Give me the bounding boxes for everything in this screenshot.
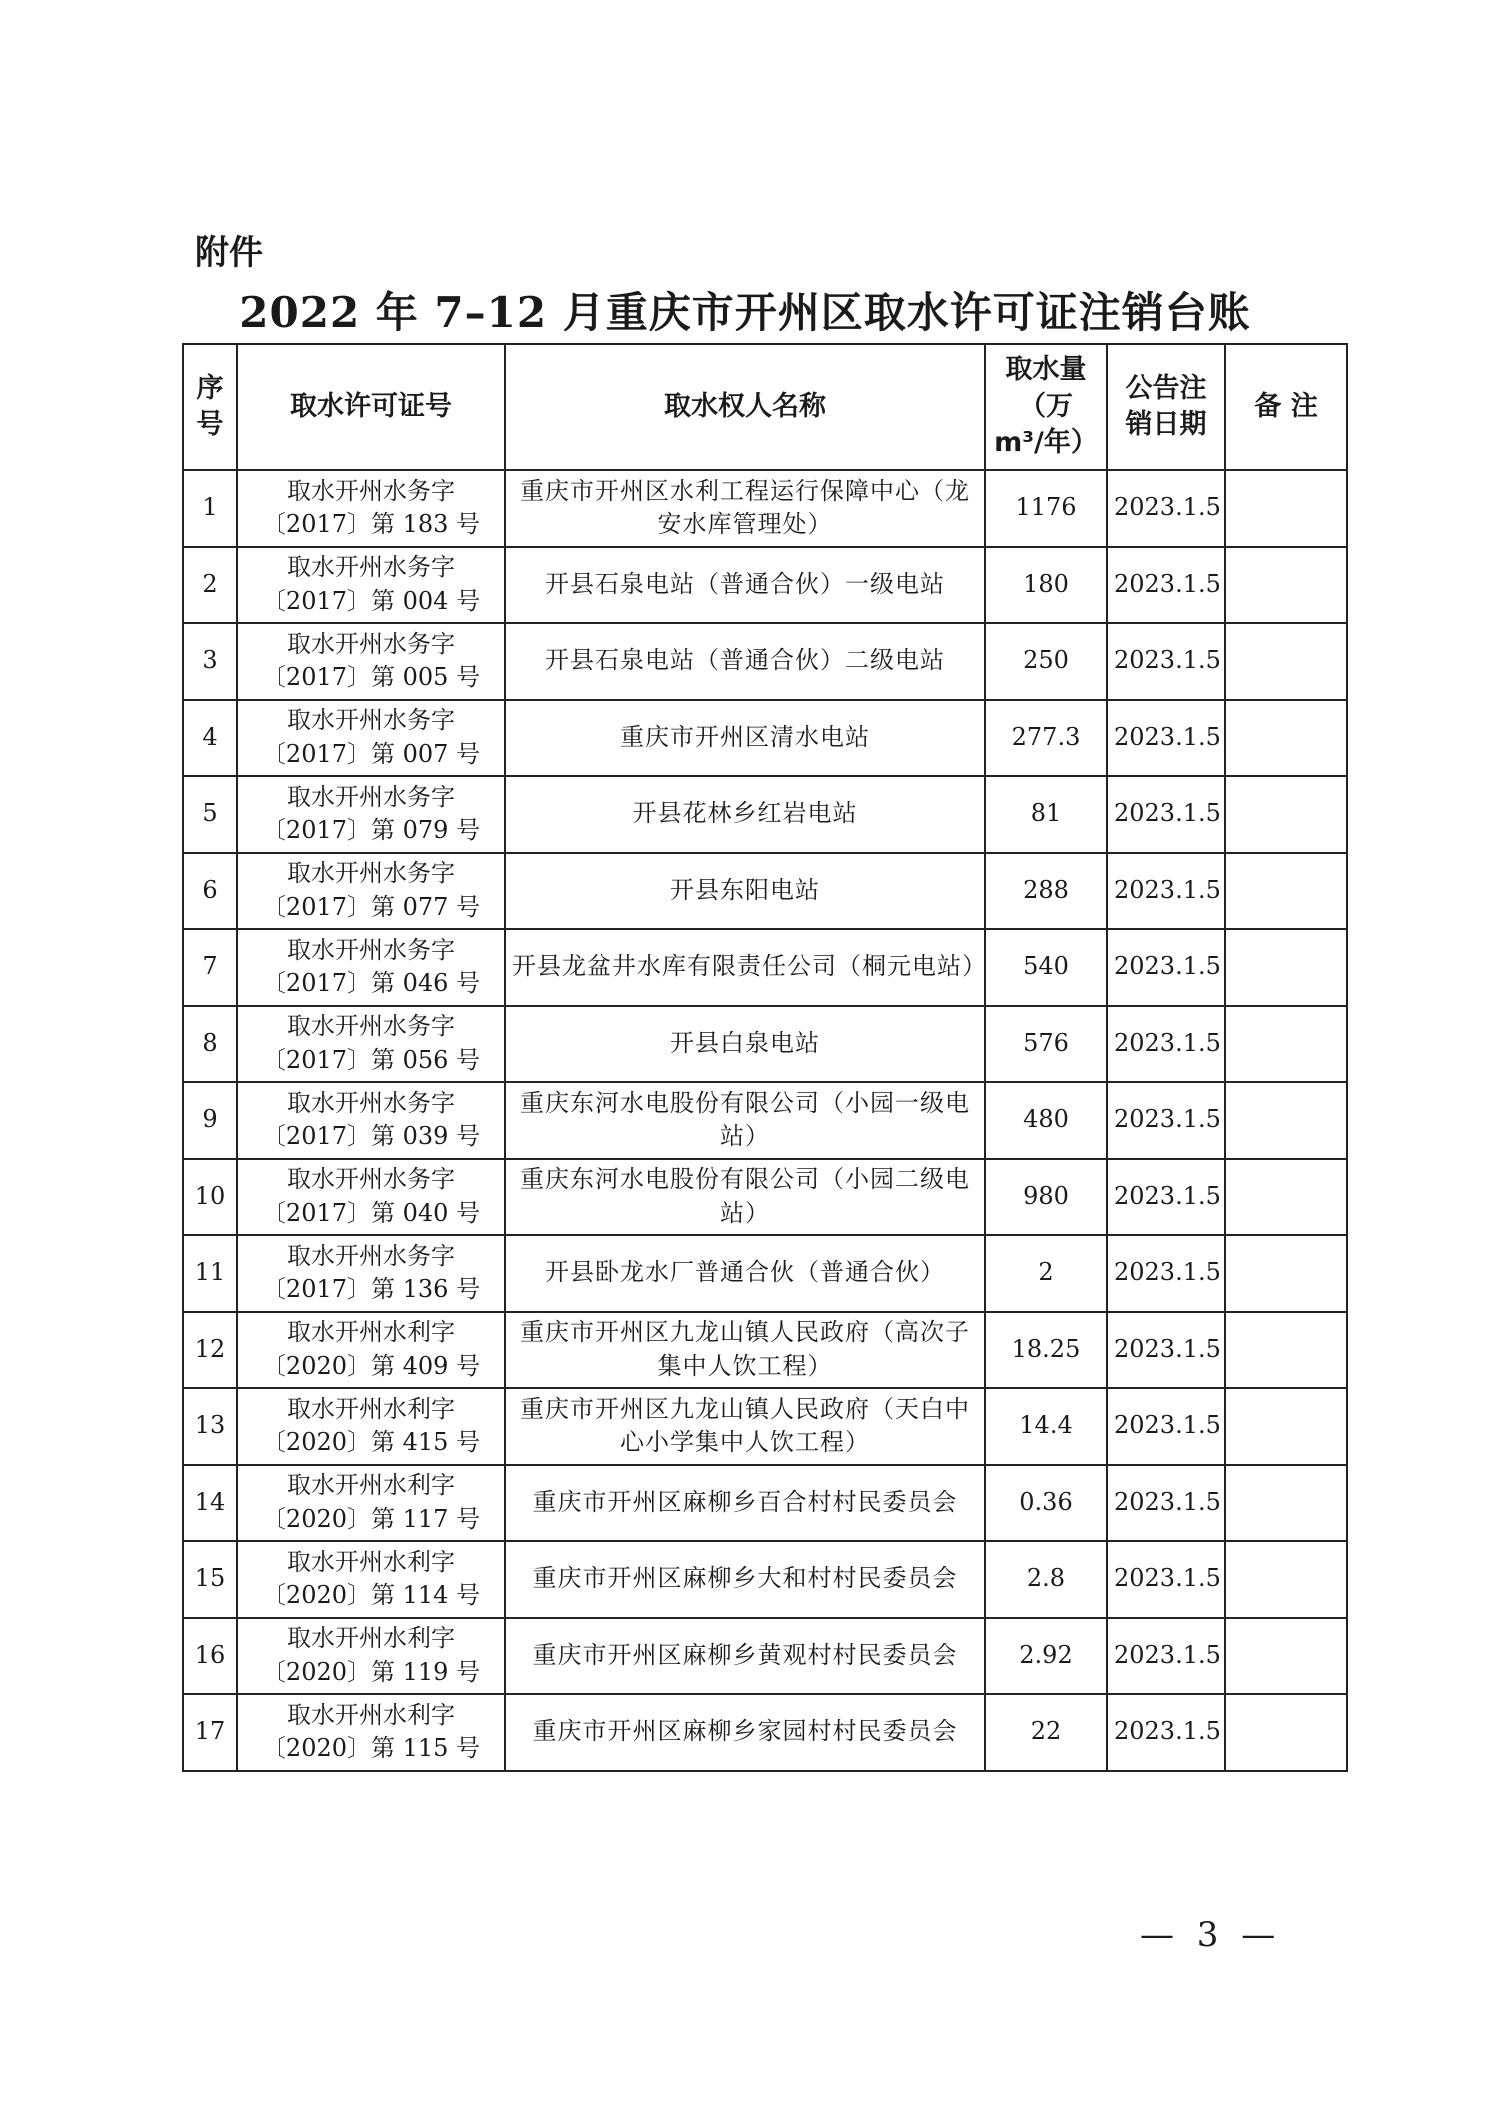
cell-remark — [1225, 1618, 1347, 1695]
cell-holder: 开县石泉电站（普通合伙）二级电站 — [505, 623, 985, 700]
cell-date: 2023.1.5 — [1107, 1159, 1225, 1236]
table-row — [183, 1312, 1347, 1389]
table-row — [183, 929, 1347, 1006]
table-row — [183, 1618, 1347, 1695]
cell-no: 9 — [183, 1082, 237, 1159]
cell-holder: 重庆市开州区麻柳乡家园村村民委员会 — [505, 1694, 985, 1771]
cell-remark — [1225, 623, 1347, 700]
header-license: 取水许可证号 — [237, 344, 505, 470]
cell-remark — [1225, 547, 1347, 624]
cell-license: 取水开州水务字〔2017〕第 007 号 — [237, 700, 505, 777]
cell-date: 2023.1.5 — [1107, 1312, 1225, 1389]
table-row — [183, 1159, 1347, 1236]
cell-volume: 1176 — [985, 470, 1107, 547]
cell-volume: 22 — [985, 1694, 1107, 1771]
cell-no: 7 — [183, 929, 237, 1006]
cell-holder: 开县龙盆井水库有限责任公司（桐元电站） — [505, 929, 985, 1006]
cell-no: 1 — [183, 470, 237, 547]
document-title: 2022 年 7–12 月重庆市开州区取水许可证注销台账 — [239, 288, 1251, 337]
cell-holder: 开县卧龙水厂普通合伙（普通合伙） — [505, 1235, 985, 1312]
cell-remark — [1225, 1465, 1347, 1542]
cell-remark — [1225, 1159, 1347, 1236]
cell-volume: 277.3 — [985, 700, 1107, 777]
table-row — [183, 700, 1347, 777]
cell-license: 取水开州水务字〔2017〕第 039 号 — [237, 1082, 505, 1159]
cell-holder: 开县白泉电站 — [505, 1006, 985, 1083]
header-no: 序号 — [183, 344, 237, 470]
cell-license: 取水开州水务字〔2017〕第 183 号 — [237, 470, 505, 547]
cell-date: 2023.1.5 — [1107, 1006, 1225, 1083]
table-row — [183, 623, 1347, 700]
cell-volume: 2.92 — [985, 1618, 1107, 1695]
cell-no: 12 — [183, 1312, 237, 1389]
table-row — [183, 1006, 1347, 1083]
cell-holder: 开县东阳电站 — [505, 853, 985, 930]
cell-license: 取水开州水务字〔2017〕第 079 号 — [237, 776, 505, 853]
cell-date: 2023.1.5 — [1107, 776, 1225, 853]
table-row — [183, 1541, 1347, 1618]
cell-date: 2023.1.5 — [1107, 1082, 1225, 1159]
cell-no: 5 — [183, 776, 237, 853]
cell-no: 6 — [183, 853, 237, 930]
table-row — [183, 1235, 1347, 1312]
cell-no: 17 — [183, 1694, 237, 1771]
cell-holder: 开县石泉电站（普通合伙）一级电站 — [505, 547, 985, 624]
cell-remark — [1225, 929, 1347, 1006]
table-row — [183, 1465, 1347, 1542]
cell-remark — [1225, 1006, 1347, 1083]
cell-no: 11 — [183, 1235, 237, 1312]
cell-no: 13 — [183, 1388, 237, 1465]
cell-license: 取水开州水务字〔2017〕第 056 号 — [237, 1006, 505, 1083]
cell-volume: 2 — [985, 1235, 1107, 1312]
cell-date: 2023.1.5 — [1107, 700, 1225, 777]
cell-volume: 0.36 — [985, 1465, 1107, 1542]
cell-no: 16 — [183, 1618, 237, 1695]
attachment-label: 附件 — [195, 233, 263, 273]
cell-remark — [1225, 1541, 1347, 1618]
page-number: — 3 — — [1140, 1915, 1282, 1955]
cell-license: 取水开州水务字〔2017〕第 136 号 — [237, 1235, 505, 1312]
table-row — [183, 776, 1347, 853]
cell-license: 取水开州水利字〔2020〕第 114 号 — [237, 1541, 505, 1618]
cell-volume: 480 — [985, 1082, 1107, 1159]
header-date: 公告注销日期 — [1107, 344, 1225, 470]
cell-no: 4 — [183, 700, 237, 777]
cell-holder: 重庆东河水电股份有限公司（小园二级电站） — [505, 1159, 985, 1236]
cell-license: 取水开州水务字〔2017〕第 005 号 — [237, 623, 505, 700]
cell-license: 取水开州水利字〔2020〕第 115 号 — [237, 1694, 505, 1771]
cell-holder: 重庆东河水电股份有限公司（小园一级电站） — [505, 1082, 985, 1159]
cell-volume: 288 — [985, 853, 1107, 930]
table-row — [183, 1388, 1347, 1465]
cell-license: 取水开州水务字〔2017〕第 077 号 — [237, 853, 505, 930]
cell-remark — [1225, 1312, 1347, 1389]
cell-remark — [1225, 853, 1347, 930]
cell-volume: 81 — [985, 776, 1107, 853]
cell-holder: 重庆市开州区麻柳乡百合村村民委员会 — [505, 1465, 985, 1542]
cell-remark — [1225, 1694, 1347, 1771]
cell-holder: 重庆市开州区麻柳乡黄观村村民委员会 — [505, 1618, 985, 1695]
cell-no: 15 — [183, 1541, 237, 1618]
cell-license: 取水开州水利字〔2020〕第 415 号 — [237, 1388, 505, 1465]
cell-date: 2023.1.5 — [1107, 547, 1225, 624]
header-volume: 取水量（万 m³/年） — [985, 344, 1107, 470]
cell-holder: 重庆市开州区水利工程运行保障中心（龙安水库管理处） — [505, 470, 985, 547]
cell-license: 取水开州水务字〔2017〕第 046 号 — [237, 929, 505, 1006]
cell-volume: 2.8 — [985, 1541, 1107, 1618]
cell-holder: 重庆市开州区九龙山镇人民政府（天白中心小学集中人饮工程） — [505, 1388, 985, 1465]
cell-volume: 18.25 — [985, 1312, 1107, 1389]
cell-remark — [1225, 1235, 1347, 1312]
cell-license: 取水开州水利字〔2020〕第 119 号 — [237, 1618, 505, 1695]
cell-date: 2023.1.5 — [1107, 929, 1225, 1006]
cell-license: 取水开州水务字〔2017〕第 004 号 — [237, 547, 505, 624]
cell-remark — [1225, 776, 1347, 853]
table-header-row — [183, 344, 1347, 470]
cell-no: 10 — [183, 1159, 237, 1236]
cell-volume: 540 — [985, 929, 1107, 1006]
cell-date: 2023.1.5 — [1107, 1694, 1225, 1771]
cell-date: 2023.1.5 — [1107, 1541, 1225, 1618]
header-holder: 取水权人名称 — [505, 344, 985, 470]
cell-no: 3 — [183, 623, 237, 700]
cell-date: 2023.1.5 — [1107, 470, 1225, 547]
cell-date: 2023.1.5 — [1107, 853, 1225, 930]
table-row — [183, 470, 1347, 547]
license-cancellation-table — [182, 343, 1348, 1772]
cell-remark — [1225, 1388, 1347, 1465]
table-body — [183, 470, 1347, 1771]
cell-no: 14 — [183, 1465, 237, 1542]
cell-volume: 250 — [985, 623, 1107, 700]
header-remark: 备 注 — [1225, 344, 1347, 470]
cell-license: 取水开州水利字〔2020〕第 117 号 — [237, 1465, 505, 1542]
cell-remark — [1225, 700, 1347, 777]
table-row — [183, 1082, 1347, 1159]
cell-holder: 重庆市开州区麻柳乡大和村村民委员会 — [505, 1541, 985, 1618]
table-row — [183, 1694, 1347, 1771]
cell-remark — [1225, 1082, 1347, 1159]
cell-holder: 开县花林乡红岩电站 — [505, 776, 985, 853]
cell-remark — [1225, 470, 1347, 547]
cell-holder: 重庆市开州区九龙山镇人民政府（高次子集中人饮工程） — [505, 1312, 985, 1389]
cell-volume: 576 — [985, 1006, 1107, 1083]
cell-license: 取水开州水利字〔2020〕第 409 号 — [237, 1312, 505, 1389]
cell-date: 2023.1.5 — [1107, 1235, 1225, 1312]
cell-no: 8 — [183, 1006, 237, 1083]
cell-holder: 重庆市开州区清水电站 — [505, 700, 985, 777]
cell-date: 2023.1.5 — [1107, 1618, 1225, 1695]
cell-volume: 980 — [985, 1159, 1107, 1236]
cell-license: 取水开州水务字〔2017〕第 040 号 — [237, 1159, 505, 1236]
cell-date: 2023.1.5 — [1107, 623, 1225, 700]
cell-date: 2023.1.5 — [1107, 1465, 1225, 1542]
cell-no: 2 — [183, 547, 237, 624]
table-row — [183, 853, 1347, 930]
cell-volume: 14.4 — [985, 1388, 1107, 1465]
cell-date: 2023.1.5 — [1107, 1388, 1225, 1465]
cell-volume: 180 — [985, 547, 1107, 624]
table-row — [183, 547, 1347, 624]
